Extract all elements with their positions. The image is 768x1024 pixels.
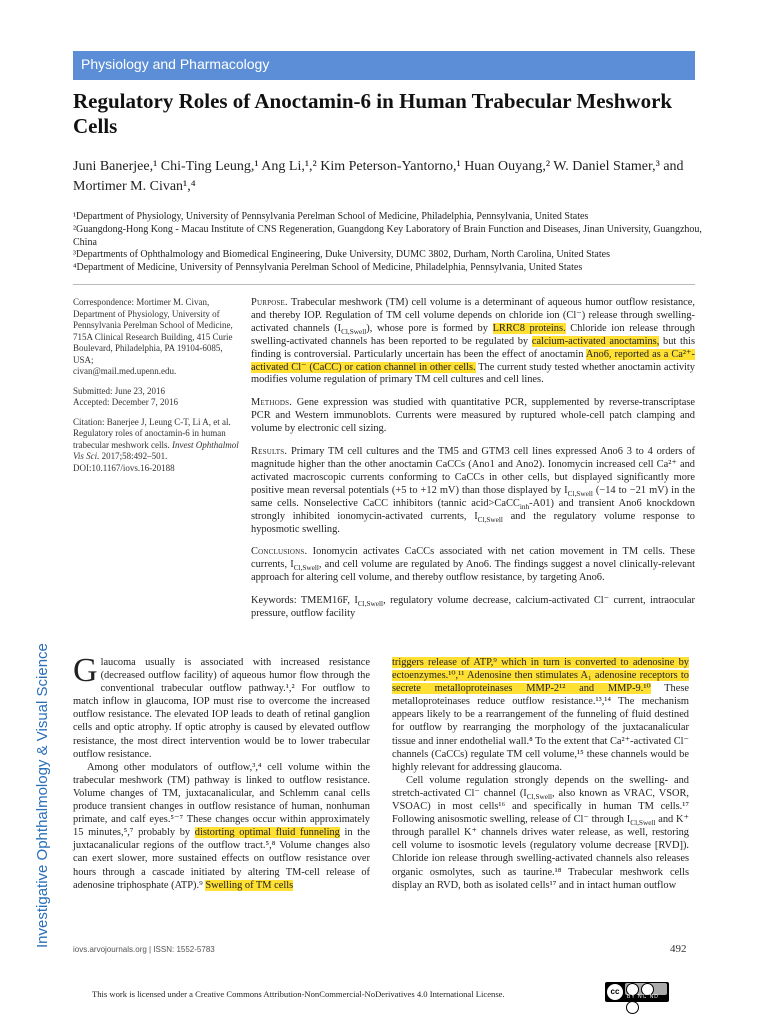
abstract-conclusions bbox=[251, 546, 695, 585]
cc-icon: cc bbox=[607, 984, 623, 1000]
paragraph-text: These metalloproteinases reduce outflow resistance.¹³,¹⁴ The mechanism appears likely to be a rearrangement of the funneling of fluid destined for outflow by rearranging the morphology of the juxtacanalicular tissue and inner endothelial wall.⁸ To the extent that Ca²⁺-activated Cl⁻ channels (CaCCs) regulate TM cell volume,¹⁵ these channels would be highly relevant for addressing glaucoma. bbox=[392, 683, 689, 773]
nd-icon bbox=[626, 1001, 639, 1014]
highlight: distorting optimal fluid funneling bbox=[194, 827, 340, 839]
affiliation-2: ²Guangdong-Hong Kong - Macau Institute of CNS Regeneration, Guangdong Key Laboratory of Brain Function and Diseases, Jinan University, Guangzhou, China bbox=[73, 223, 702, 248]
highlight: Swelling of TM cells bbox=[205, 879, 294, 891]
results-text: -A01) and transient Ano6 knockdown strongly inhibited ionomycin-activated currents, I bbox=[251, 497, 695, 522]
journal-url-issn[interactable]: iovs.arvojournals.org | ISSN: 1552-5783 bbox=[73, 945, 215, 954]
subscript: Cl,Swell bbox=[477, 515, 503, 524]
results-text: (−14 to −21 mV) in the same cells. Nonselective CaCC inhibitors (tannic acid>CaCC bbox=[251, 484, 695, 509]
section-label: Physiology and Pharmacology bbox=[81, 56, 270, 72]
keywords bbox=[251, 595, 695, 621]
purpose-label: Purpose. bbox=[251, 297, 288, 308]
correspondence: Correspondence: Mortimer M. Civan, Department of Physiology, University of Pennsylvania Perelman School of Medicine, 715A Clinical Research Building, 415 Curie Boulevard, Philadelphia, PA 19104-6085, USA; bbox=[73, 297, 233, 365]
divider bbox=[73, 284, 695, 285]
paragraph-text: laucoma usually is associated with increased resistance (decreased outflow facility) of aqueous humor flow through the conventional trabecular outflow pathway.¹,² For outflow to match inflow in glaucoma, IOP must rise to overcome the increased outflow resistance. The elevated IOP leads to death of retinal ganglion cells and optic atrophy. If optic atrophy is caused by elevated outflow resistance, the most direct intervention would be to lower trabecular outflow resistance. bbox=[73, 657, 370, 760]
abstract-methods bbox=[251, 397, 695, 436]
drop-cap: G bbox=[73, 652, 98, 689]
accepted-date: Accepted: December 7, 2016 bbox=[73, 397, 178, 407]
subscript: Cl,Swell bbox=[357, 600, 384, 609]
paragraph bbox=[73, 652, 370, 761]
author-list: Juni Banerjee,¹ Chi-Ting Leung,¹ Ang Li,¹,² Kim Peterson-Yantorno,¹ Huan Ouyang,² W. Daniel Stamer,³ and Mortimer M. Civan¹,⁴ bbox=[73, 159, 684, 194]
paragraph bbox=[392, 656, 689, 774]
highlight: triggers release of ATP,⁹ which in turn is converted to adenosine by ectoenzymes.¹⁰,¹¹ Adenosine then stimulates A₁ adenosine receptors to secrete metalloproteinases MMP-2¹² and MMP-9.¹⁰ bbox=[392, 657, 689, 695]
purpose-text: Chloride ion release through swelling-activated channels has been reported to be regulated by bbox=[251, 322, 695, 347]
affiliation-3: ³Departments of Ophthalmology and Biomedical Engineering, Duke University, DUMC 3802, Durham, North Carolina, United States bbox=[73, 249, 610, 261]
paragraph-text: in the juxtacanalicular regions of the outflow tract.⁵,⁸ Volume changes also can exert slower, more sustained effects on outflow resistance over hours through a cascade initiated by altering TM-cell release of adenosine triphosphate (ATP).⁹ bbox=[73, 827, 370, 891]
email-link[interactable]: civan@mail.med.upenn.edu. bbox=[73, 366, 177, 376]
subscript: Cl,Swell bbox=[341, 327, 367, 336]
citation bbox=[73, 417, 243, 475]
subscript: inh bbox=[519, 502, 530, 511]
license-text: This work is licensed under a Creative Commons Attribution-NonCommercial-NoDerivatives 4.0 International License. bbox=[92, 989, 505, 999]
article-title: Regulatory Roles of Anoctamin-6 in Human Trabecular Meshwork Cells bbox=[73, 89, 673, 138]
cc-license-badge[interactable] bbox=[605, 982, 669, 1002]
affiliation-4: ⁴Department of Medicine, University of Pennsylvania Perelman School of Medicine, Philadelphia, Pennsylvania, United States bbox=[73, 262, 583, 274]
page-number: 492 bbox=[670, 943, 687, 955]
purpose-text: but this finding is controversial. Particularly uncertain has been the effect of anoctamin bbox=[251, 335, 695, 360]
paragraph-text: and K⁺ through parallel K⁺ channels drives water release, as well, restoring cell volume to isosmotic levels (regulatory volume decrease [RVD]). Chloride ion release through swelling-activated channels also releases organic osmolytes, such as taurine.¹⁸ Trabecular meshwork cells display an RVD, both as isolated cells¹⁷ and in intact human outflow bbox=[392, 814, 690, 891]
body-column-right bbox=[392, 656, 689, 892]
article-info-sidebar bbox=[73, 297, 243, 474]
subscript: Cl,Swell bbox=[630, 819, 656, 828]
subscript: Cl,Swell bbox=[526, 793, 553, 802]
purpose-text: The current study tested whether anoctamin activity modifies volume regulation of primary TM cell cultures and cell lines. bbox=[251, 361, 696, 386]
abstract bbox=[251, 297, 695, 631]
affiliation-1: ¹Department of Physiology, University of Pennsylvania Perelman School of Medicine, Philadelphia, Pennsylvania, United States bbox=[73, 211, 589, 222]
paragraph-text: Among other modulators of outflow,³,⁴ cell volume within the trabecular meshwork (TM) pathway is linked to outflow resistance. Volume changes of TM, juxtacanalicular, and Schlemm canal cells produce transient changes in outflow resistance of human, nonhuman primate, and calf eyes.⁵⁻⁷ These changes occur within approximately 15 minutes,⁵,⁷ probably by bbox=[73, 761, 370, 839]
results-text: and the regulatory volume response to hyposmotic swelling. bbox=[251, 510, 695, 535]
subscript: Cl,Swell bbox=[567, 489, 593, 498]
purpose-text: Trabecular meshwork (TM) cell volume is a determinant of aqueous humor outflow resistance, and thereby IOP. Regulation of TM cell volume depends on chloride ion (Cl⁻) release through swelling-activated channels (I bbox=[251, 297, 695, 334]
abstract-purpose bbox=[251, 297, 695, 387]
highlight: Ano6, reported as a Ca²⁺-activated Cl⁻ (CaCC) or cation channel in other cells. bbox=[251, 348, 695, 373]
paragraph-text: Cell volume regulation strongly depends on the swelling- and stretch-activated Cl⁻ channel (I bbox=[392, 774, 689, 799]
highlight: calcium-activated anoctamins, bbox=[531, 335, 660, 347]
paragraph-text: , also known as VRAC, VSOR, VSOAC) in most cells¹⁶ and specifically in human TM cells.¹⁷ Following anisosmotic swelling, release of Cl⁻ through I bbox=[392, 787, 690, 826]
license-label: BY NC ND bbox=[627, 994, 659, 1000]
paragraph bbox=[392, 774, 689, 892]
highlight: LRRC8 proteins. bbox=[492, 322, 566, 334]
citation-doi[interactable]: 2017;58:492–501. DOI:10.1167/iovs.16-20188 bbox=[73, 451, 175, 473]
conclusions-text: , and cell volume are regulated by Ano6. The findings suggest a novel clinically-relevant approach for altering cell volume, and thereby outflow resistance, by targeting Ano6. bbox=[251, 559, 695, 584]
conclusions-label: Conclusions. bbox=[251, 546, 308, 558]
body-column-left bbox=[73, 652, 370, 892]
conclusions-text: Ionomycin activates CaCCs associated with net cation movement in TM cells. These currents, I bbox=[251, 546, 695, 571]
section-header-bar bbox=[73, 51, 695, 80]
journal-name-vertical: Investigative Ophthalmology & Visual Science bbox=[34, 643, 51, 948]
methods-text: Gene expression was studied with quantitative PCR, supplemented by reverse-transcriptase PCR and Western immunoblots. Currents were measured by ruptured whole-cell patch clamping and volume by electronic cell sizing. bbox=[251, 397, 695, 435]
subscript: Cl,Swell bbox=[293, 564, 319, 573]
purpose-text: ), whose pore is formed by bbox=[366, 322, 493, 334]
submitted-date: Submitted: June 23, 2016 bbox=[73, 385, 165, 396]
results-text: Primary TM cell cultures and the TM5 and GTM3 cell lines expressed Ano6 3 to 4 orders of magnitude higher than the other anoctamin CaCCs (Ano1 and Ano2). Ionomycin increased cell Ca²⁺ and activated macroscopic currents conforming to CaCCs in other cells, but displayed significantly more positive mean reversal potentials (+5 to +12 mV) than those displayed by I bbox=[251, 446, 695, 496]
journal-abbrev: Invest Ophthalmol Vis Sci. bbox=[73, 439, 239, 461]
results-label: Results. bbox=[251, 446, 288, 458]
keywords-text: , regulatory volume decrease, calcium-activated Cl⁻ current, intraocular pressure, outflow facility bbox=[251, 595, 695, 620]
abstract-results bbox=[251, 446, 695, 536]
affiliations bbox=[73, 211, 713, 275]
citation-text: Citation: Banerjee J, Leung C-T, Li A, et al. Regulatory roles of anoctamin-6 in human trabecular meshwork cells. bbox=[73, 416, 231, 450]
keywords-text: Keywords: TMEM16F, I bbox=[251, 595, 358, 607]
paragraph bbox=[73, 761, 370, 892]
methods-label: Methods. bbox=[251, 397, 293, 409]
